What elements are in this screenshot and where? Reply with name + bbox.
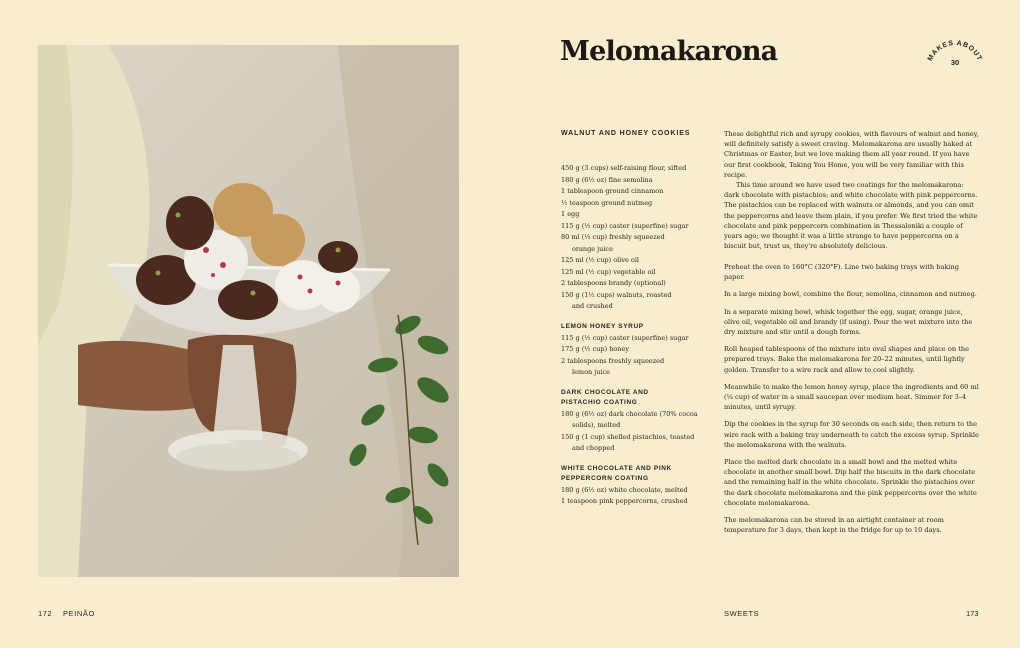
right-section-name: SWEETS (724, 609, 760, 618)
ingredient-item (561, 221, 721, 233)
ingredient-text: 2 tablespoons brandy (optional) (561, 279, 666, 287)
ingredients-main (561, 163, 721, 313)
ingredient-item (561, 356, 721, 379)
intro-paragraph-1: These delightful rich and syrupy cookies, with flavours of walnut and honey, will definitely satisfy a sweet craving. Melomakarona are usually baked at Christmas or Easter, but we love making them all year round. If you have our first cookbook, Taking You Home, you will be very familiar with this recipe. (724, 130, 979, 179)
method-step: Place the melted dark chocolate in a small bowl and the melted white chocolate in another small bowl. Dip half the biscuits in the dark chocolate and the remaining half in the white chocolate. Sprinkle the pistachios over the dark chocolate melomakarona and the pink peppercorns over the white chocolate melomakarona. (724, 458, 977, 507)
ingredients-list (561, 163, 721, 508)
ingredient-text: 80 ml (⅓ cup) freshly squeezed (561, 233, 665, 241)
method-step: The melomakarona can be stored in an airtight container at room temperature for 3 days, then kept in the fridge for up to 10 days. (724, 516, 944, 535)
makes-count: 30 (950, 58, 960, 67)
method-step: Meanwhile to make the lemon honey syrup, place the ingredients and 60 ml (¼ cup) of water in a small saucepan over medium heat. Simmer for 3–4 minutes, until syrupy. (724, 382, 979, 412)
ingredient-text: 150 g (1 cup) shelled pistachios, toasted (561, 432, 695, 441)
ingredient-text: 125 ml (½ cup) vegetable oil (561, 267, 656, 276)
method-step: In a large mixing bowl, combine the flour, semolina, cinnamon and nutmeg. (724, 290, 977, 299)
ingredient-item (561, 267, 721, 279)
ingredient-item (561, 333, 721, 345)
ingredient-text: 180 g (6½ oz) white chocolate, melted (561, 485, 688, 494)
ingredients-white-coating (561, 485, 721, 508)
ingredient-text: 450 g (3 cups) self-raising flour, sifted (561, 164, 687, 172)
white-coating-heading-line-2: PEPPERCORN COATING (561, 474, 649, 482)
makes-label: MAKES ABOUT (926, 40, 984, 63)
method-step: Roll heaped tablespoons of the mixture into oval shapes and place on the prepared trays. Bake the melomakarona for 20–22 minutes, until lightly golden. Transfer to a wire rack and allow to cool slightly. (724, 345, 970, 374)
ingredient-item (561, 232, 721, 255)
ingredient-text-continued: and crushed (572, 302, 613, 310)
ingredient-text: 150 g (1½ cups) walnuts, roasted (561, 290, 672, 299)
recipe-intro (724, 129, 980, 251)
ingredient-text-continued: lemon juice (572, 368, 611, 376)
ingredient-item (561, 496, 721, 508)
recipe-photo (38, 45, 459, 577)
method-step: Preheat the oven to 160°C (320°F). Line two baking trays with baking paper. (724, 263, 960, 282)
ingredient-item (561, 163, 721, 175)
intro-paragraph-2: This time around we have used two coatings for the melomakarona: dark chocolate with pistachios; and white chocolate with pink peppercorns. The pistachios can be replaced with walnuts or almonds, and you can omit the peppercorns and leave them plain, if you prefer. We first tried the white chocolate and pink peppercorn combination in Thessaloniki a couple of years ago; we thought it was a little strange to have peppercorns on a biscuit but, trust us, they're absolutely delicious. (724, 181, 978, 251)
ingredient-text: 180 g (6½ oz) dark chocolate (70% cocoa (561, 409, 698, 418)
ingredient-item (561, 198, 721, 210)
ingredient-text: 115 g (½ cup) caster (superfine) sugar (561, 221, 689, 230)
syrup-heading: LEMON HONEY SYRUP (561, 322, 644, 330)
ingredient-text: 2 tablespoons freshly squeezed (561, 356, 665, 365)
dark-coating-heading-line-2: PISTACHIO COATING (561, 398, 638, 406)
ingredient-text: ½ teaspoon ground nutmeg (561, 198, 653, 207)
ingredient-text-continued: and chopped (572, 444, 615, 452)
ingredient-item (561, 175, 721, 187)
ingredient-text: 1 teaspoon pink peppercorns, crushed (561, 497, 688, 505)
ingredient-text: 180 g (6½ oz) fine semolina (561, 175, 653, 184)
ingredient-item (561, 255, 721, 267)
left-folio (38, 609, 95, 618)
ingredient-item (561, 432, 721, 455)
ingredient-item (561, 485, 721, 497)
ingredient-text: 115 g (½ cup) caster (superfine) sugar (561, 333, 689, 342)
ingredients-syrup (561, 333, 721, 379)
ingredient-text: 125 ml (½ cup) olive oil (561, 256, 639, 264)
recipe-subtitle: WALNUT AND HONEY COOKIES (561, 130, 691, 137)
left-section-name: PEINÃO (63, 609, 95, 618)
ingredient-text: 1 tablespoon ground cinnamon (561, 187, 664, 195)
method-step: In a separate mixing bowl, whisk together the egg, sugar, orange juice, olive oil, vegetable oil and brandy (if using). Pour the wet mixture into the dry mixture and stir until a dough forms. (724, 307, 973, 337)
left-page-number: 172 (38, 609, 53, 618)
dark-coating-heading-line-1: DARK CHOCOLATE AND (561, 388, 649, 396)
ingredient-text: 175 g (½ cup) honey (561, 345, 629, 353)
ingredient-item (561, 344, 721, 356)
ingredient-item (561, 409, 721, 432)
ingredient-item (561, 209, 721, 221)
ingredients-dark-coating (561, 409, 721, 455)
ingredient-item (561, 278, 721, 290)
ingredient-text-continued: solids), melted (572, 421, 621, 429)
method-steps (724, 262, 980, 542)
makes-badge (924, 40, 986, 74)
photo-illustration (38, 45, 459, 577)
ingredient-text: 1 egg (561, 210, 580, 218)
ingredient-item (561, 290, 721, 313)
ingredient-text-continued: orange juice (572, 244, 613, 253)
method-step: Dip the cookies in the syrup for 30 seconds on each side, then return to the wire rack with a baking tray underneath to catch the excess syrup. Sprinkle the melomakarona with the walnuts. (724, 420, 979, 449)
ingredient-item (561, 186, 721, 198)
recipe-title: Melomakarona (560, 36, 778, 67)
dark-coating-heading (561, 388, 721, 408)
white-coating-heading (561, 464, 721, 484)
white-coating-heading-line-1: WHITE CHOCOLATE AND PINK (561, 464, 672, 472)
right-page-number: 173 (966, 609, 979, 618)
